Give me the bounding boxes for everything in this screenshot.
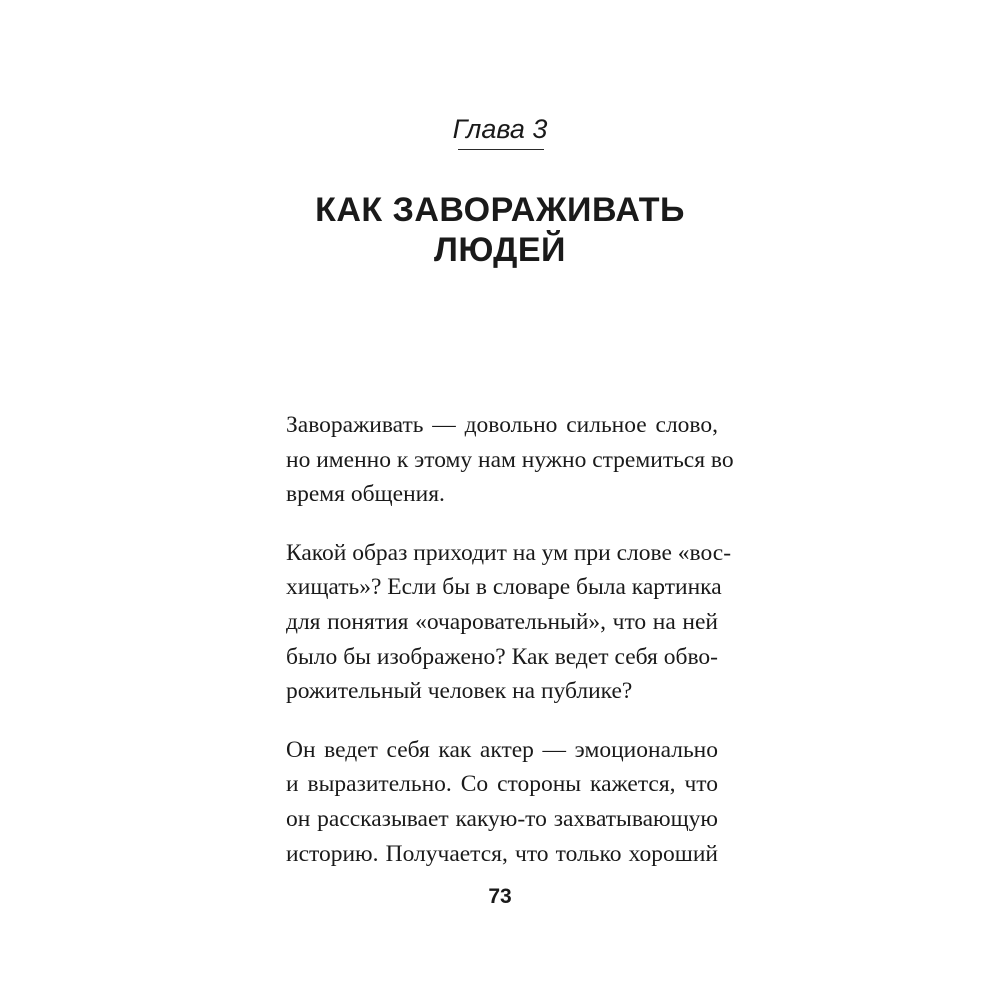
text-line: Завораживать — довольно сильное слово, (286, 412, 718, 438)
text-line: хищать»? Если бы в словаре была картинка (286, 574, 722, 601)
text-line: но именно к этому нам нужно стремиться во (286, 446, 734, 473)
chapter-title-line: КАК ЗАВОРАЖИВАТЬ (315, 191, 685, 229)
chapter-title (0, 190, 1000, 270)
paragraph (286, 733, 718, 871)
chapter-title-line: ЛЮДЕЙ (434, 231, 566, 269)
paragraph (286, 536, 732, 709)
page-number: 73 (488, 885, 512, 908)
chapter-underline (458, 149, 544, 150)
text-line: он рассказывает какую-то захватывающую (286, 805, 718, 832)
paragraph (286, 408, 734, 512)
text-line: историю. Получается, что только хороший (286, 840, 718, 867)
text-line: для понятия «очаровательный», что на ней (286, 608, 718, 635)
text-line: Он ведет себя как актер — эмоционально (286, 736, 718, 763)
chapter-label: Глава 3 (452, 114, 548, 144)
text-line: время общения. (286, 481, 445, 508)
text-line: и выразительно. Со стороны кажется, что (286, 771, 718, 798)
text-line: Какой образ приходит на ум при слове «вос- (286, 539, 732, 566)
text-line: рожительный человек на публике? (286, 678, 633, 705)
body-text (286, 408, 734, 895)
text-line: было бы изображено? Как ведет себя обво- (286, 643, 718, 670)
